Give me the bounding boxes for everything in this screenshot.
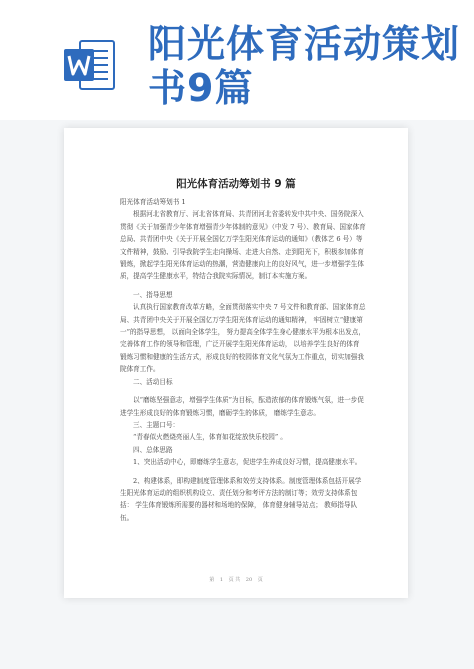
hero-title-line-1: 阳光体育活动策划 [148, 22, 461, 66]
slogan-paragraph: “青春似火燃烧亮丽人生，体育如花绽放快乐校园” 。 [133, 433, 287, 442]
word-document-icon [62, 37, 118, 93]
list-item: 2、构建体系，即构建制度管理体系和效劳支持体系。制度管理体系包括开展学生阳光体育运动的组织机构设立、责任划分和考评方法的制订等；效劳支持体系包括： 学生体育锻炼所需要的器材和场地的保障， 体育健身辅导站点； 教师指导队伍。 [120, 476, 362, 522]
hero-header [0, 0, 474, 120]
document-title: 阳光体育活动筹划书 9 篇 [176, 178, 296, 190]
page-label-prefix: 第 [209, 577, 215, 583]
page-label-suffix: 页 [257, 577, 263, 583]
paragraph: 根据河北省教育厅、河北省体育局、共青团河北省委转发中共中央、国务院深入贯彻《关于加强青少年体育增强青少年体制的意见》（中发 7 号）、教育局、国家体育总局、共青团中央《关于开展全国亿万学生阳光体育运动的通知》（教体艺 6 号）等文件精神，鼓励、引导我院学生走向操场、走进大自然、走到阳光下，积极参加体育锻炼，掀起学生阳光体育运动的热潮，营造健康向上的良好风气，进一步增强学生体质，提高学生健康水平，特结合我院实际情况，制订本实施方案。 [120, 210, 366, 281]
hero-title [148, 22, 468, 110]
paragraph: 以“磨练坚强意志，增强学生体质”为目标，酝造浓郁的体育锻炼气氛，进一步促进学生形成良好的体育锻炼习惯，磨砺学生的体质， 磨练学生意志。 [120, 396, 364, 417]
section-heading: 二、活动目标 [133, 377, 173, 386]
page-label-mid: 页 共 [228, 577, 241, 583]
section-heading: 一、指导思想 [133, 290, 173, 299]
paragraph: 认真执行国家教育改革方略，全面贯彻落实中央 7 号文件和教育部、国家体育总局、共青团中央关于开展全国亿万学生阳光体育运动的通知精神， 牢固树立“健康第一”的指导思想， 以面向全体学生， 努力提高全体学生身心健康水平为根本出发点，完善体育工作的领导和管理，广泛开展学生阳光体育运动， 以培养学生良好的体育锻炼习惯和健康的生活方式，形成良好的校园体育文化气氛为工作重点，切实加强我院体育工作。 [120, 303, 366, 374]
page-number [64, 576, 408, 583]
hero-title-line-2: 书9篇 [148, 66, 254, 110]
list-item: 1、突出活动中心，即磨练学生意志，促进学生养成良好习惯，提高健康水平。 [133, 458, 362, 467]
section-heading: 四、总体思路 [133, 445, 173, 454]
page-total: 20 [245, 577, 253, 583]
section-subtitle: 阳光体育活动筹划书 1 [120, 198, 186, 206]
page-current: 1 [219, 577, 224, 583]
section-heading: 三、主题口号： [133, 420, 180, 429]
document-body [120, 196, 366, 524]
document-page [64, 128, 408, 598]
